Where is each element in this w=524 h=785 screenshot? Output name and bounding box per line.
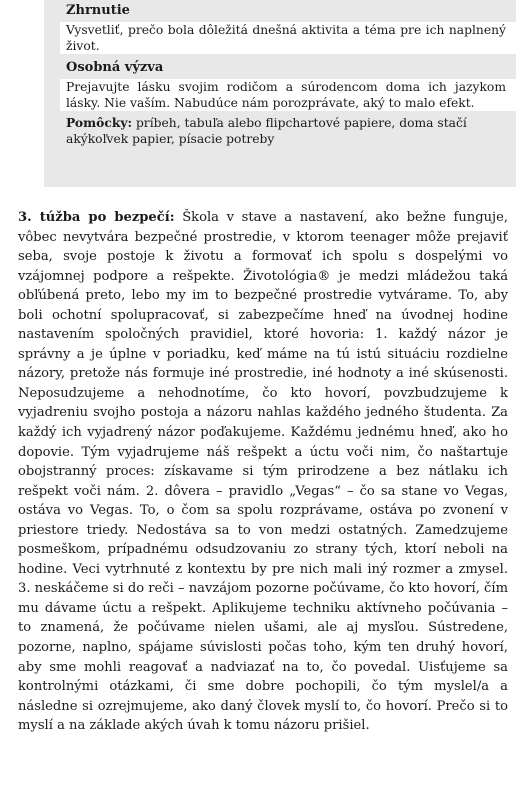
summary-title: Zhrnutie xyxy=(66,3,130,18)
helps-label: Pomôcky: xyxy=(66,115,133,130)
body-text: Škola v stave a nastavení, ako bežne funguje, vôbec nevytvára bezpečné prostredie, v ktorom teenager môže prejaviť seba, svoje postoje k životu a formovať ich spolu s dospelými vo vzájomnej podpore a rešpekte. Životológia® je medzi mládežou taká obľúbená preto, lebo my im to bezpečné prostredie vytvárame. To, aby boli ochotní spolupracovať, si zabezpečíme hneď na úvodnej hodine nastavením spoločných pravidiel, ktoré hovoria: 1. každý názor je správny a je úplne v poriadku, keď máme na tú istú situáciu rozdielne názory, pretože nás formuje iné prostredie, iné hodnoty a iné skúsenosti. Neposudzujeme a nehodnotíme, čo kto hovorí, povzbudzujeme k vyjadreniu svojho postoja a názoru nahlas každého jedného študenta. Za každý ich vyjadrený názor poďakujeme. Každému jednému hneď, ako ho dopovie. Tým vyjadrujeme náš rešpekt a úctu voči nim, čo naštartuje obojstranný proces: získavame si tým prirodzene a bez nátlaku ich rešpekt voči nám. 2. dôvera – pravidlo „Vegas“ – čo sa stane vo Vegas, ostáva vo Vegas. To, o čom sa spolu rozprávame, ostáva po zvonení v priestore triedy. Nedostáva sa to von medzi ostatných. Zamedzujeme posmeškom, prípadnému odsudzovaniu zo strany tých, ktorí neboli na hodine. Veci vytrhnuté z kontextu by pre nich mali iný rozmer a zmysel. 3. neskáčeme si do reči – navzájom pozorne počúvame, čo kto hovorí, čím mu dávame úctu a rešpekt. Aplikujeme techniku aktívneho počúvania – to znamená, že počúvame nielen ušami, ale aj mysľou. Sústredene, pozorne, naplno, spájame súvislosti počas toho, kým ten druhý hovorí, aby sme mohli reagovať a nadviazať na to, čo povedal. Uisťujeme sa kontrolnými otázkami, či sme dobre pochopili, čo tým myslel/a a následne si ozrejmujeme, ako daný človek myslí to, čo hovorí. Prečo si to myslí a na základe akých úvah k tomu názoru prišiel. xyxy=(18,210,508,734)
challenge-title: Osobná výzva xyxy=(66,60,164,75)
body-lead: 3. túžba po bezpečí: xyxy=(18,210,175,225)
helps-text: príbeh, tabuľa alebo flipchartové papiere, doma stačí akýkoľvek papier, písacie potreby xyxy=(66,116,467,146)
challenge-text: Prejavujte lásku svojim rodičom a súrodencom doma ich jazykom lásky. Nie vaším. Nabudúce nám porozprávate, aký to malo efekt. xyxy=(60,79,516,111)
body-paragraph xyxy=(18,208,508,736)
summary-box xyxy=(44,0,516,187)
summary-text: Vysvetliť, prečo bola dôležitá dnešná aktivita a téma pre ich naplnený život. xyxy=(60,22,516,54)
helps-paragraph xyxy=(64,111,506,147)
